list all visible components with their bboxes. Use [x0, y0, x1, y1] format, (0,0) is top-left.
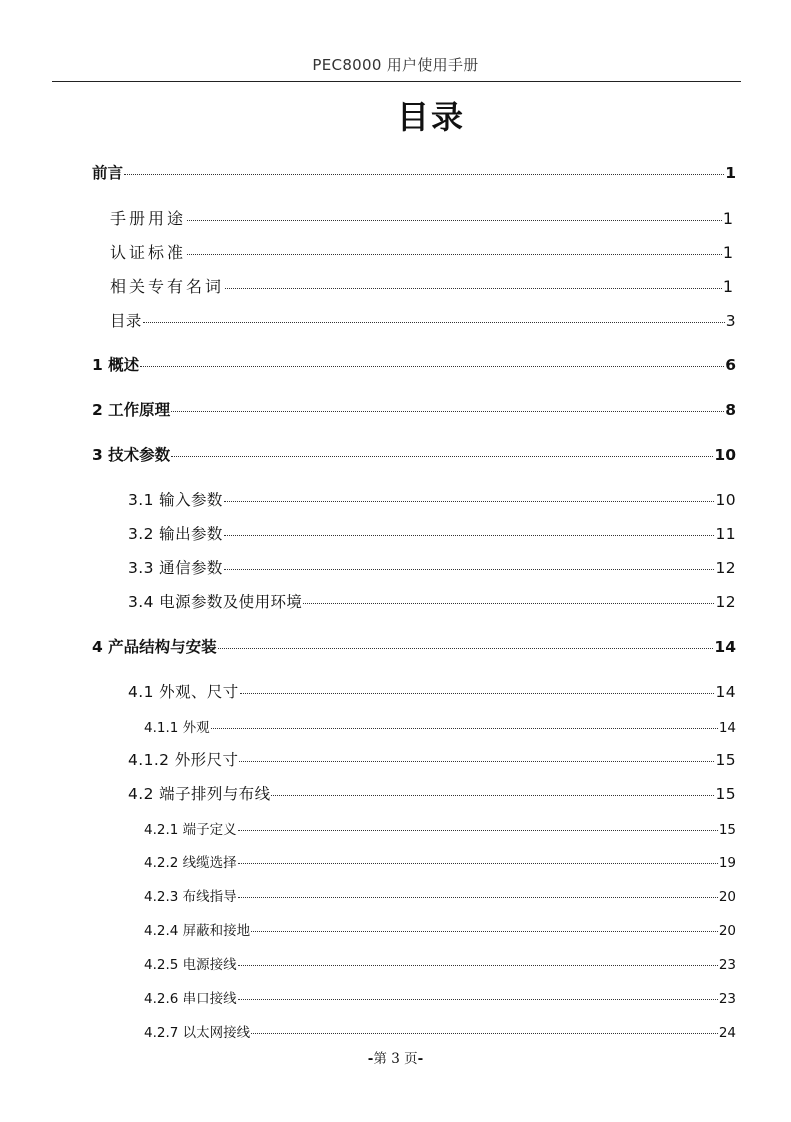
footer-dash-left: - [367, 1051, 374, 1067]
toc-entry-chapter-2[interactable] [92, 398, 736, 420]
toc-page-number: 1 [725, 164, 736, 182]
footer-page-number: 第 3 页 [373, 1051, 418, 1067]
toc-page-number: 14 [714, 638, 736, 656]
footer-dash-right: - [417, 1051, 424, 1067]
toc-label: 4.2.7 以太网接线 [144, 1025, 251, 1041]
toc-page-number: 15 [718, 822, 736, 838]
toc-label: 前言 [92, 164, 124, 182]
toc-leader-dots [187, 254, 722, 255]
toc-page-number: 8 [725, 401, 736, 419]
toc-leader-dots [187, 220, 722, 221]
toc-entry-manual-purpose[interactable] [110, 206, 736, 229]
toc-page-number: 14 [718, 720, 736, 736]
toc-leader-dots [238, 897, 718, 898]
toc-label: 4.2.2 线缆选择 [144, 855, 237, 871]
toc-entry-4-2-7[interactable] [144, 1021, 736, 1041]
toc-label: 1 概述 [92, 356, 140, 374]
toc-leader-dots [251, 1033, 718, 1034]
toc-label: 4.1.1 外观 [144, 720, 210, 736]
toc-leader-dots [124, 174, 724, 175]
toc-entry-certification[interactable] [110, 240, 736, 263]
toc-entry-chapter-3[interactable] [92, 443, 736, 465]
toc-label: 3.2 输出参数 [128, 525, 223, 543]
toc-page-number: 23 [718, 991, 736, 1007]
toc-label: 认证标准 [110, 243, 187, 262]
toc-page-number: 3 [725, 312, 736, 330]
toc-entry-3-3[interactable] [128, 556, 736, 578]
toc-label: 3.4 电源参数及使用环境 [128, 593, 303, 611]
toc-leader-dots [224, 501, 715, 502]
toc-label: 4.2.1 端子定义 [144, 822, 237, 838]
toc-page-number: 10 [714, 446, 736, 464]
toc-leader-dots [238, 830, 718, 831]
toc-entry-4-2-1[interactable] [144, 818, 736, 838]
toc-leader-dots [218, 648, 714, 649]
page-header: PEC8000 用户使用手册 [312, 56, 479, 74]
toc-leader-dots [225, 288, 722, 289]
toc-entry-chapter-1[interactable] [92, 353, 736, 375]
toc-leader-dots [211, 728, 718, 729]
toc-leader-dots [238, 863, 718, 864]
toc-leader-dots [171, 456, 713, 457]
toc-page-number: 6 [725, 356, 736, 374]
toc-entry-4-2-2[interactable] [144, 851, 736, 871]
toc-page-number: 15 [715, 751, 736, 769]
toc-entry-3-1[interactable] [128, 488, 736, 510]
toc-entry-4-2-3[interactable] [144, 885, 736, 905]
toc-page-number: 19 [718, 855, 736, 871]
toc-page-number: 10 [715, 491, 736, 509]
toc-page-number: 20 [718, 889, 736, 905]
toc-label: 3.1 输入参数 [128, 491, 223, 509]
toc-label: 相关专有名词 [110, 277, 225, 296]
toc-leader-dots [240, 693, 715, 694]
toc-page-number: 20 [718, 923, 736, 939]
toc-entry-4-2-4[interactable] [144, 919, 736, 939]
toc-label: 目录 [110, 312, 142, 330]
toc-label: 4.2.6 串口接线 [144, 991, 237, 1007]
toc-label: 4.2 端子排列与布线 [128, 785, 271, 803]
toc-page-number: 15 [715, 785, 736, 803]
toc-label: 2 工作原理 [92, 401, 171, 419]
toc-leader-dots [224, 535, 715, 536]
toc-label: 4.2.3 布线指导 [144, 889, 237, 905]
toc-entry-4-1-2[interactable] [128, 748, 736, 770]
toc-page-number: 1 [722, 243, 736, 262]
toc-label: 4.2.5 电源接线 [144, 957, 237, 973]
toc-leader-dots [239, 761, 714, 762]
toc-entry-4-1[interactable] [128, 680, 736, 702]
toc-page-number: 11 [715, 525, 736, 543]
toc-page-number: 24 [718, 1025, 736, 1041]
toc-entry-4-2-5[interactable] [144, 953, 736, 973]
toc-entry-3-2[interactable] [128, 522, 736, 544]
toc-label: 4.1 外观、尺寸 [128, 683, 239, 701]
toc-page-number: 1 [722, 209, 736, 228]
toc-leader-dots [238, 999, 718, 1000]
toc-page-number: 14 [715, 683, 736, 701]
header-divider [52, 81, 741, 82]
toc-entry-4-2-6[interactable] [144, 987, 736, 1007]
toc-label: 4 产品结构与安装 [92, 638, 217, 656]
toc-label: 3.3 通信参数 [128, 559, 223, 577]
toc-entry-4-2[interactable] [128, 782, 736, 804]
toc-label: 4.2.4 屏蔽和接地 [144, 923, 251, 939]
toc-entry-chapter-4[interactable] [92, 635, 736, 657]
toc-leader-dots [171, 411, 724, 412]
toc-entry-contents[interactable] [110, 309, 736, 331]
toc-page-number: 1 [722, 277, 736, 296]
toc-leader-dots [238, 965, 718, 966]
toc-leader-dots [251, 931, 718, 932]
page-footer [0, 1047, 791, 1067]
toc-page-number: 23 [718, 957, 736, 973]
toc-leader-dots [140, 366, 724, 367]
toc-page-number: 12 [715, 593, 736, 611]
toc-label: 手册用途 [110, 209, 187, 228]
page-title: 目录 [396, 98, 465, 136]
toc-leader-dots [271, 795, 714, 796]
toc-leader-dots [303, 603, 714, 604]
toc-entry-4-1-1[interactable] [144, 716, 736, 736]
toc-label: 3 技术参数 [92, 446, 171, 464]
toc-entry-preface[interactable] [92, 161, 736, 183]
toc-entry-3-4[interactable] [128, 590, 736, 612]
toc-leader-dots [143, 322, 725, 323]
toc-page-number: 12 [715, 559, 736, 577]
toc-leader-dots [224, 569, 715, 570]
toc-entry-terms[interactable] [110, 274, 736, 297]
toc-label: 4.1.2 外形尺寸 [128, 751, 239, 769]
